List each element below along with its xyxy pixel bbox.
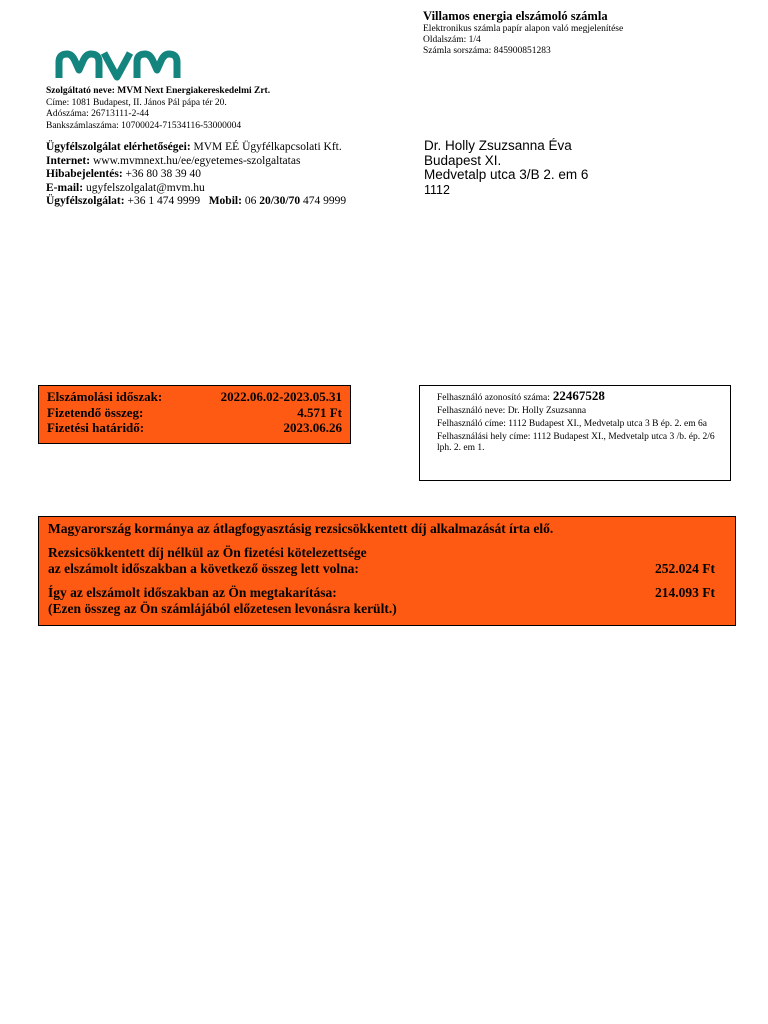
gov-line3: Így az elszámolt időszakban az Ön megtakarítása: bbox=[48, 585, 337, 600]
provider-name-line bbox=[46, 86, 406, 98]
provider-info bbox=[46, 86, 406, 132]
invoice-serial: Számla sorszáma: 845900851283 bbox=[423, 46, 551, 56]
user-info-box bbox=[419, 385, 731, 481]
due-value: 2023.06.26 bbox=[283, 420, 342, 435]
gov-amount1: 252.024 Ft bbox=[655, 561, 715, 576]
customer-service bbox=[46, 141, 406, 209]
provider-address: Címe: 1081 Budapest, II. János Pál pápa tér 20. bbox=[46, 97, 227, 108]
cs-email-label: E-mail: bbox=[46, 181, 84, 194]
user-name: Felhasználó neve: Dr. Holly Zsuzsanna bbox=[437, 406, 587, 416]
cs-phone-line bbox=[46, 195, 406, 209]
gov-amount1-row bbox=[48, 561, 717, 577]
cs-mobile-codes: 20/30/70 bbox=[259, 195, 301, 207]
recipient-address bbox=[424, 139, 744, 197]
cs-fault-line bbox=[46, 168, 406, 182]
cs-fault-value: +36 80 38 39 40 bbox=[125, 168, 202, 180]
cs-mobile-number: 474 9999 bbox=[302, 195, 347, 207]
amount-label: Fizetendő összeg: bbox=[47, 404, 144, 420]
mvm-logo bbox=[55, 48, 183, 82]
period-label: Elszámolási időszak: bbox=[47, 389, 163, 404]
user-id-value: 22467528 bbox=[552, 388, 605, 403]
period-value: 2022.06.02-2023.05.31 bbox=[220, 389, 342, 404]
gov-amount2: 214.093 Ft bbox=[655, 585, 715, 600]
government-notice-box bbox=[38, 516, 736, 626]
cs-fault-label: Hibabejelentés: bbox=[46, 168, 123, 180]
period-row bbox=[47, 389, 342, 405]
provider-tax: Adószáma: 26713111-2-44 bbox=[46, 109, 149, 119]
user-site: Felhasználási hely címe: 1112 Budapest XI., Medvetalp utca 3 /b. ép. 2/6 lph. 2. em 1. bbox=[437, 432, 715, 453]
due-row bbox=[47, 420, 342, 436]
cs-mobile-label: Mobil: bbox=[208, 195, 242, 207]
cs-internet-value[interactable]: www.mvmnext.hu/ee/egyetemes-szolgaltatas bbox=[92, 154, 301, 167]
payment-summary-box bbox=[38, 385, 351, 444]
amount-value: 4.571 Ft bbox=[297, 404, 342, 420]
recipient-city: Budapest XI. bbox=[424, 152, 502, 168]
provider-bank: Bankszámlaszáma: 10700024-71534116-53000004 bbox=[46, 120, 242, 131]
user-id-label: Felhasználó azonosító száma: bbox=[437, 393, 550, 403]
cs-email-line bbox=[46, 182, 406, 196]
recipient-zip: 1112 bbox=[424, 182, 450, 197]
provider-name: MVM Next Energiakereskedelmi Zrt. bbox=[117, 86, 271, 96]
user-id-row bbox=[437, 390, 722, 404]
due-label: Fizetési határidő: bbox=[47, 420, 145, 435]
cs-contact-line bbox=[46, 141, 406, 155]
page-number: Oldalszám: 1/4 bbox=[423, 35, 481, 45]
cs-contact-label: Ügyfélszolgálat elérhetőségei: bbox=[46, 141, 191, 153]
cs-contact-value: MVM EÉ Ügyfélkapcsolati Kft. bbox=[193, 141, 342, 153]
cs-phone-label: Ügyfélszolgálat: bbox=[46, 195, 125, 207]
cs-phone-value: +36 1 474 9999 bbox=[127, 195, 201, 207]
cs-internet-label: Internet: bbox=[46, 154, 91, 167]
gov-line4: (Ezen összeg az Ön számlájából előzetesen levonásra került.) bbox=[48, 601, 397, 616]
user-address: Felhasználó címe: 1112 Budapest XI., Medvetalp utca 3 B ép. 2. em 6a bbox=[437, 419, 707, 429]
recipient-street: Medvetalp utca 3/B 2. em 6 bbox=[424, 167, 589, 182]
gov-amount2-row bbox=[48, 585, 717, 601]
cs-mobile-prefix: 06 bbox=[244, 195, 257, 207]
invoice-title: Villamos energia elszámoló számla bbox=[423, 9, 608, 23]
gov-intro: Magyarország kormánya az átlagfogyasztásig rezsicsökkentett díj alkalmazását írta elő. bbox=[48, 521, 554, 536]
gov-line1: Rezsicsökkentett díj nélkül az Ön fizetési kötelezettsége bbox=[48, 545, 367, 560]
invoice-subtitle: Elektronikus számla papír alapon való megjelenítése bbox=[423, 24, 624, 34]
invoice-header bbox=[423, 8, 753, 57]
recipient-name: Dr. Holly Zsuzsanna Éva bbox=[424, 138, 572, 153]
cs-email-value[interactable]: ugyfelszolgalat@mvm.hu bbox=[85, 181, 205, 194]
provider-name-label: Szolgáltató neve: bbox=[46, 86, 115, 96]
gov-line2: az elszámolt időszakban a következő összeg lett volna: bbox=[48, 561, 359, 576]
amount-row bbox=[47, 405, 342, 421]
cs-internet-line bbox=[46, 155, 406, 169]
